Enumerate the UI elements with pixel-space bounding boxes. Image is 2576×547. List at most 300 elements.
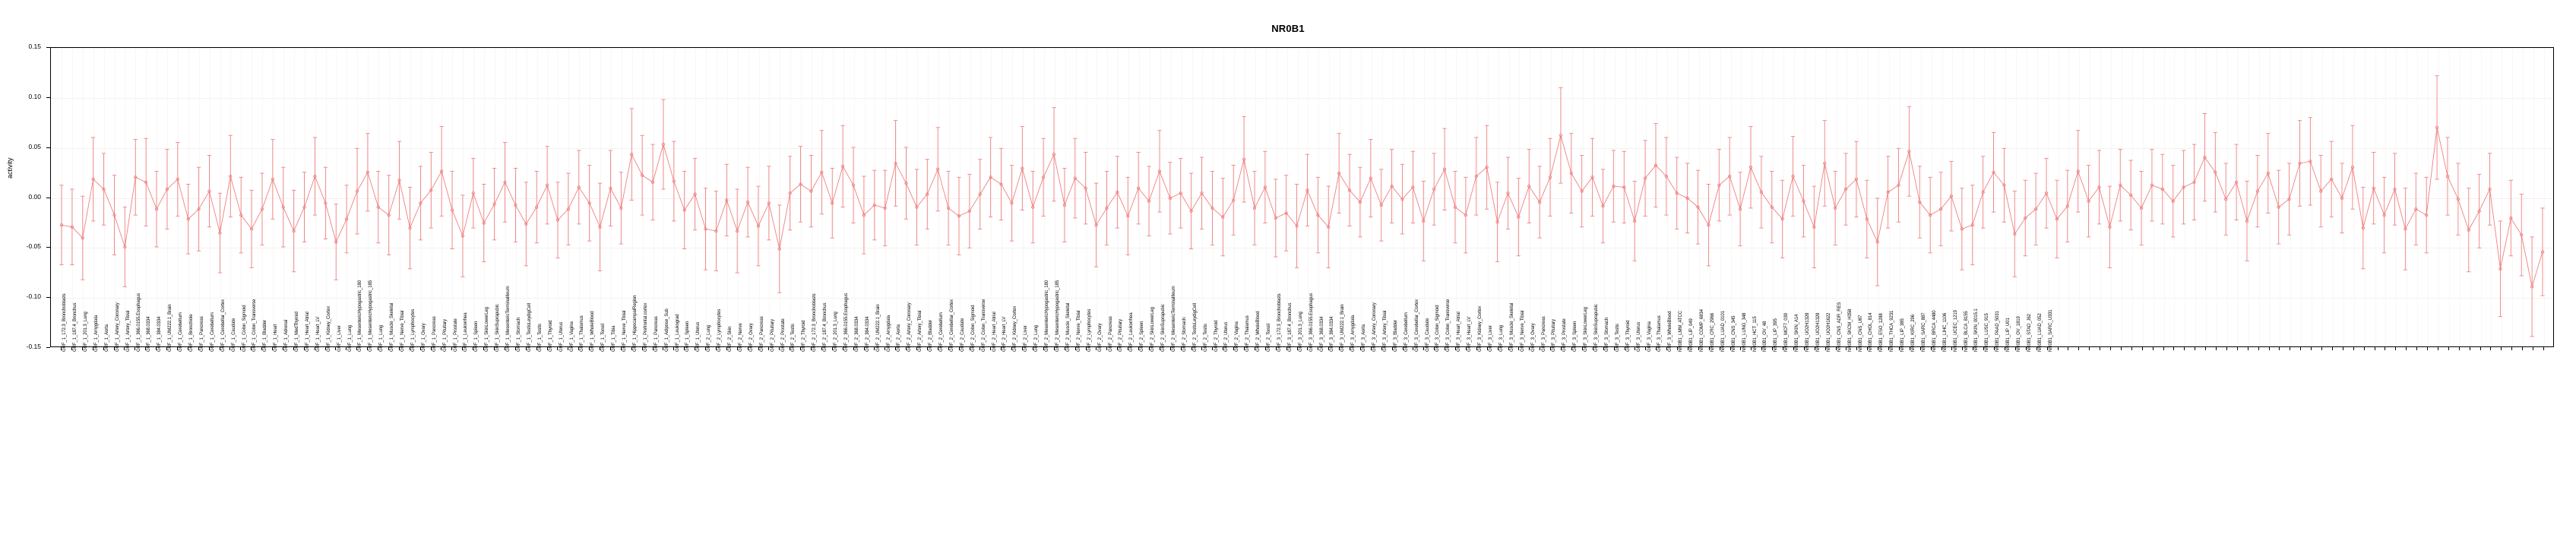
y-tick-label: 0.15 bbox=[28, 43, 41, 50]
x-tick-mark bbox=[864, 347, 865, 350]
x-tick-label: GRF_1_187.4_Bronchus bbox=[73, 302, 78, 352]
x-tick-mark bbox=[2110, 347, 2111, 350]
x-tick-mark bbox=[2142, 347, 2143, 350]
data-point bbox=[915, 169, 919, 245]
data-point bbox=[745, 167, 749, 237]
x-tick-label: NR0B1_UO2H1328 bbox=[1815, 312, 1821, 352]
x-tick-label: NR0B1_SKIN_A14 bbox=[1795, 314, 1800, 352]
data-point bbox=[1938, 172, 1942, 246]
x-tick-mark bbox=[768, 347, 769, 350]
x-tick-mark bbox=[811, 347, 812, 350]
data-point bbox=[2119, 150, 2122, 221]
x-tick-label: GRF_2_Cerebellum bbox=[939, 312, 945, 352]
data-point bbox=[1347, 154, 1351, 226]
data-point bbox=[650, 144, 654, 220]
data-point bbox=[1770, 171, 1774, 242]
x-tick-mark bbox=[1149, 347, 1150, 350]
data-point bbox=[777, 205, 781, 292]
x-tick-label: GRF_2_Nerve bbox=[738, 323, 743, 352]
data-point bbox=[2034, 173, 2038, 245]
x-tick-mark bbox=[177, 347, 178, 350]
x-tick-label: GRF_3_Colon_Transverse bbox=[1446, 299, 1451, 352]
x-tick-label: NR0B1_CHOL_814 bbox=[1869, 312, 1874, 352]
data-point bbox=[809, 155, 813, 226]
x-tick-mark bbox=[821, 347, 822, 350]
x-tick-label: NR0B1_CRC_2966 bbox=[1710, 313, 1715, 352]
x-tick-mark bbox=[1455, 347, 1456, 350]
x-tick-mark bbox=[1846, 347, 1847, 350]
data-point bbox=[714, 191, 718, 271]
x-tick-mark bbox=[156, 347, 157, 350]
x-tick-mark bbox=[737, 347, 738, 350]
x-tick-label: GRF_1_Tibia bbox=[612, 325, 617, 352]
x-tick-label: GRF_1_Heart_Atrial bbox=[305, 311, 310, 352]
x-tick-label: GRF_1_Bladder bbox=[263, 319, 268, 352]
x-tick-mark bbox=[2269, 347, 2270, 350]
x-tick-label: GRF_3_Bladder bbox=[1393, 319, 1398, 352]
x-tick-mark bbox=[2522, 347, 2523, 350]
data-point bbox=[1442, 128, 1446, 210]
x-tick-mark bbox=[1054, 347, 1055, 350]
x-tick-label: GRF_3_Colon_Sigmoid bbox=[1435, 305, 1441, 352]
x-tick-label: GRF_3_Cerebellum bbox=[1404, 312, 1409, 352]
data-point bbox=[535, 171, 539, 242]
x-tick-label: GRF_3_Uterus bbox=[1636, 321, 1641, 352]
data-point bbox=[482, 184, 486, 261]
x-tick-label: NR0B1_LUAD_0101 bbox=[1720, 311, 1726, 352]
x-tick-label: GRF_1_TestisLeydigCell bbox=[527, 303, 532, 352]
x-tick-mark bbox=[2364, 347, 2365, 350]
data-point bbox=[1232, 166, 1236, 236]
x-tick-mark bbox=[1804, 347, 1805, 350]
x-tick-mark bbox=[1518, 347, 1519, 350]
x-tick-label: NR0B1_LIP_U01 bbox=[2006, 318, 2011, 352]
x-tick-label: GRF_1_Adrenal bbox=[284, 319, 290, 352]
data-point bbox=[1200, 157, 1204, 229]
data-point bbox=[1221, 179, 1225, 256]
data-point bbox=[1685, 163, 1689, 233]
data-point bbox=[524, 182, 528, 266]
x-tick-label: NR0B1_SARC_U331 bbox=[2048, 309, 2053, 352]
x-tick-mark bbox=[1899, 347, 1900, 350]
data-point bbox=[345, 185, 349, 253]
data-point bbox=[450, 171, 454, 248]
data-point bbox=[936, 128, 940, 211]
x-tick-mark bbox=[2036, 347, 2037, 350]
y-tick-label: 0.00 bbox=[28, 192, 41, 201]
data-point bbox=[1759, 157, 1763, 228]
x-tick-label: GRF_3_WholeBlood bbox=[1668, 311, 1673, 352]
data-point bbox=[1696, 170, 1700, 244]
x-tick-mark bbox=[2406, 347, 2407, 350]
data-point bbox=[1495, 182, 1499, 262]
data-point bbox=[460, 195, 464, 277]
x-tick-mark bbox=[1487, 347, 1488, 350]
data-point bbox=[1157, 131, 1161, 212]
data-point bbox=[2182, 150, 2185, 224]
data-point bbox=[1010, 166, 1014, 242]
data-point bbox=[641, 135, 644, 215]
data-point bbox=[2160, 154, 2164, 224]
x-tick-mark bbox=[1730, 347, 1731, 350]
data-point bbox=[978, 160, 982, 229]
data-point bbox=[1717, 150, 1721, 221]
x-tick-mark bbox=[726, 347, 727, 350]
x-tick-label: GRF_2_Artery_Tibial bbox=[918, 310, 923, 352]
x-tick-label: GRF_3_Lung bbox=[1498, 324, 1504, 352]
data-point bbox=[492, 169, 496, 240]
data-point bbox=[619, 172, 623, 244]
x-tick-mark bbox=[526, 347, 527, 350]
data-point bbox=[1643, 141, 1647, 217]
data-point bbox=[2319, 155, 2323, 226]
data-point bbox=[609, 150, 612, 226]
x-tick-mark bbox=[589, 347, 590, 350]
x-tick-mark bbox=[240, 347, 241, 350]
data-point bbox=[1116, 157, 1119, 228]
data-point bbox=[134, 140, 138, 216]
x-tick-label: GRF_1_Uterus bbox=[559, 321, 564, 352]
data-point bbox=[1295, 184, 1299, 267]
data-point bbox=[2013, 191, 2017, 277]
x-tick-mark bbox=[2427, 347, 2428, 350]
data-point bbox=[1189, 173, 1193, 249]
data-point bbox=[1929, 177, 1932, 253]
x-tick-label: GRF_2_Pancreas bbox=[1108, 316, 1113, 352]
y-tick-label: -0.15 bbox=[26, 343, 41, 350]
x-tick-label: GRF_3_Testis bbox=[1615, 324, 1620, 352]
x-tick-label: GRF_3_Thyroid bbox=[1625, 320, 1631, 352]
data-point bbox=[725, 164, 729, 236]
data-point bbox=[1422, 182, 1426, 261]
data-point bbox=[2309, 118, 2312, 205]
data-point bbox=[682, 171, 686, 248]
data-point bbox=[197, 167, 201, 251]
data-point bbox=[1369, 140, 1372, 217]
data-point bbox=[281, 167, 285, 247]
x-tick-mark bbox=[2416, 347, 2417, 350]
data-point bbox=[2108, 186, 2112, 267]
data-point bbox=[2192, 144, 2196, 220]
x-tick-label: GRF_2_Liver bbox=[1024, 325, 1029, 352]
data-point bbox=[1316, 177, 1320, 253]
x-tick-label: GRF_1_Artery_Tibial bbox=[125, 310, 131, 352]
data-point bbox=[1748, 126, 1752, 207]
x-tick-label: NR0B1_COMP_6834 bbox=[1700, 309, 1705, 352]
x-tick-label: GRF_1_Pancreas bbox=[653, 316, 659, 352]
x-tick-mark bbox=[2058, 347, 2059, 350]
x-tick-label: GRF_2_Skin bbox=[728, 326, 733, 352]
x-tick-label: GRF_2_Uterus bbox=[1224, 321, 1229, 352]
x-tick-mark bbox=[2163, 347, 2164, 350]
x-tick-label: GRF_2_Muscle_Skeletal bbox=[1065, 302, 1071, 352]
x-tick-label: GRF_3_366.0155.Esophagus bbox=[1309, 293, 1314, 352]
x-tick-label: GRF_1_SkinSuprapubic bbox=[495, 304, 501, 352]
x-tick-label: GRF_1_Nerve_Tibial bbox=[400, 310, 406, 352]
x-tick-mark bbox=[229, 347, 230, 350]
data-point bbox=[249, 190, 253, 267]
x-tick-mark bbox=[2279, 347, 2280, 350]
x-tick-mark bbox=[431, 347, 432, 350]
data-point bbox=[1728, 138, 1732, 215]
x-tick-mark bbox=[832, 347, 833, 350]
x-tick-label: GRF_1_Cerebellum bbox=[210, 312, 215, 352]
data-point bbox=[1105, 171, 1109, 245]
data-point bbox=[2530, 237, 2534, 337]
x-tick-label: GRF_2_Lymphocytes bbox=[717, 308, 723, 352]
data-point bbox=[2087, 166, 2090, 237]
x-tick-mark bbox=[1392, 347, 1393, 350]
x-tick-label: NR0B1_UO2H1622 bbox=[1826, 312, 1831, 352]
x-tick-mark bbox=[673, 347, 674, 350]
x-tick-label: GRF_3_201.3_Lung bbox=[1298, 311, 1303, 352]
data-point bbox=[2467, 188, 2470, 272]
x-tick-label: GRF_2_366.0155.Esophagus bbox=[843, 293, 849, 352]
data-point bbox=[2266, 134, 2270, 213]
data-series bbox=[51, 48, 2553, 346]
data-point bbox=[186, 184, 190, 254]
x-tick-label: GRF_2_Testis bbox=[791, 324, 796, 352]
x-tick-label: NR0B1_LIHC_1106 bbox=[1942, 312, 1948, 352]
x-tick-label: GRF_2_Stomach bbox=[1182, 317, 1187, 352]
x-tick-mark bbox=[716, 347, 717, 350]
data-point bbox=[440, 126, 444, 216]
x-tick-mark bbox=[2543, 347, 2544, 350]
x-tick-mark bbox=[1212, 347, 1213, 350]
x-tick-label: GRF_2_Ovary bbox=[748, 323, 754, 352]
x-tick-label: GRF_1_WholeBlood bbox=[590, 311, 596, 352]
data-point bbox=[154, 171, 158, 247]
plot-panel bbox=[50, 47, 2554, 347]
data-point bbox=[260, 173, 264, 245]
data-point bbox=[112, 175, 116, 255]
x-tick-mark bbox=[1931, 347, 1932, 350]
data-point bbox=[967, 174, 971, 248]
x-tick-mark bbox=[134, 347, 135, 350]
x-tick-label: GRF_3_Kidney_Cortex bbox=[1478, 305, 1483, 352]
x-tick-label: GRF_2_Pituitary bbox=[1119, 319, 1124, 352]
x-tick-label: GRF_2_Kidney_Cortex bbox=[1013, 305, 1018, 352]
x-tick-mark bbox=[304, 347, 305, 350]
data-point bbox=[1875, 198, 1879, 286]
x-tick-label: GRF_2_Bladder bbox=[929, 319, 934, 352]
x-tick-mark bbox=[1096, 347, 1097, 350]
x-tick-label: GRF_1_201.3_Lung bbox=[84, 311, 88, 352]
x-tick-mark bbox=[2184, 347, 2185, 350]
x-tick-label: GRF_1_Spleen bbox=[474, 321, 479, 352]
data-point bbox=[207, 155, 211, 226]
data-point bbox=[2404, 188, 2407, 270]
x-tick-label: NR0B1_UO2H1328 bbox=[1805, 312, 1811, 352]
x-tick-label: GRF_2_MesentericHypogastric_180 bbox=[1045, 280, 1050, 352]
x-tick-mark bbox=[547, 347, 548, 350]
data-point bbox=[271, 140, 274, 220]
x-tick-mark bbox=[1181, 347, 1182, 350]
x-tick-mark bbox=[1286, 347, 1287, 350]
x-tick-label: GRF_2_187.4_Bronchus bbox=[823, 302, 828, 352]
x-tick-label: GRF_2_368.0334 bbox=[854, 316, 859, 352]
data-point bbox=[1464, 177, 1467, 253]
x-tick-label: NR0B1_SKCM_H358 bbox=[1847, 308, 1853, 352]
x-tick-mark bbox=[82, 347, 83, 350]
data-point bbox=[1992, 132, 1995, 212]
x-tick-mark bbox=[1836, 347, 1837, 350]
x-tick-label: NR0B1_THCA_9231 bbox=[1890, 310, 1895, 352]
x-tick-mark bbox=[1888, 347, 1889, 350]
data-point bbox=[59, 185, 63, 265]
x-tick-label: GRF_2_Lung bbox=[707, 324, 712, 352]
x-tick-label: NR0B1_LIP_385 bbox=[1900, 318, 1906, 352]
data-point bbox=[2065, 170, 2069, 242]
x-tick-label: GRF_1_172.3_Bronchoblasts bbox=[62, 293, 68, 352]
data-point bbox=[2214, 132, 2217, 212]
data-point bbox=[1538, 166, 1542, 238]
data-point bbox=[555, 182, 559, 258]
data-point bbox=[1506, 157, 1510, 229]
x-tick-mark bbox=[1666, 347, 1667, 350]
x-tick-mark bbox=[1476, 347, 1477, 350]
x-tick-label: GRF_2_Colon_Transverse bbox=[981, 299, 986, 352]
x-tick-mark bbox=[2321, 347, 2322, 350]
x-tick-mark bbox=[346, 347, 347, 350]
data-point bbox=[70, 189, 74, 265]
data-point bbox=[2024, 180, 2027, 256]
y-tick-label: 0.05 bbox=[28, 142, 41, 150]
data-point bbox=[1907, 106, 1911, 196]
data-point bbox=[2488, 153, 2492, 225]
data-point bbox=[1137, 153, 1141, 224]
x-tick-label: GRF_2_Pituitary bbox=[770, 319, 775, 352]
x-tick-label: GRF_3_172.3_Bronchoblasts bbox=[1277, 293, 1282, 352]
x-tick-mark bbox=[705, 347, 706, 350]
x-tick-label: GRF_1_Thalamus bbox=[580, 315, 585, 352]
x-tick-mark bbox=[2237, 347, 2238, 350]
x-tick-label: GRF_1_Kidney_Cortex bbox=[326, 305, 331, 352]
data-point bbox=[1358, 167, 1362, 237]
data-point bbox=[862, 176, 866, 254]
x-tick-label: GRF_1_Ovary bbox=[421, 323, 426, 352]
x-tick-mark bbox=[1825, 347, 1826, 350]
x-tick-mark bbox=[1529, 347, 1530, 350]
x-tick-label: NR0B1_LIP_395 bbox=[1774, 318, 1779, 352]
data-point bbox=[2393, 153, 2397, 225]
data-point bbox=[1802, 166, 1805, 237]
x-tick-mark bbox=[1582, 347, 1583, 350]
x-tick-label: GRF_2_Vagina bbox=[1235, 321, 1240, 352]
x-tick-mark bbox=[1371, 347, 1372, 350]
x-tick-mark bbox=[2121, 347, 2122, 350]
x-tick-label: GRF_1_384.0334 bbox=[157, 316, 163, 352]
data-point bbox=[1379, 169, 1383, 241]
x-tick-label: GRF_1_368.0334 bbox=[147, 316, 152, 352]
x-tick-label: NR0B1_MCF7_039 bbox=[1784, 313, 1790, 352]
data-point bbox=[1073, 138, 1077, 218]
data-point bbox=[841, 125, 845, 207]
data-point bbox=[736, 189, 739, 273]
data-point bbox=[630, 109, 634, 201]
x-tick-mark bbox=[1793, 347, 1794, 350]
x-tick-mark bbox=[979, 347, 980, 350]
x-tick-mark bbox=[874, 347, 875, 350]
x-tick-label: GRF_2_Heart_LV bbox=[1002, 316, 1008, 352]
data-point bbox=[123, 207, 127, 287]
data-point bbox=[1622, 151, 1626, 223]
data-point bbox=[957, 177, 960, 255]
x-tick-mark bbox=[1265, 347, 1266, 350]
x-tick-mark bbox=[557, 347, 558, 350]
x-tick-mark bbox=[2226, 347, 2227, 350]
x-tick-mark bbox=[906, 347, 907, 350]
data-point bbox=[2350, 125, 2354, 209]
x-tick-mark bbox=[1307, 347, 1308, 350]
data-point bbox=[820, 131, 824, 214]
data-point bbox=[2445, 138, 2449, 215]
x-tick-label: GRF_1_Cerebellar_Cortex bbox=[220, 299, 226, 352]
x-tick-mark bbox=[2300, 347, 2301, 350]
y-tick-label: 0.10 bbox=[28, 92, 41, 100]
data-point bbox=[1432, 153, 1436, 225]
data-point bbox=[2129, 160, 2133, 230]
x-tick-label: GRF_3_Thalamus bbox=[1657, 315, 1663, 352]
data-point bbox=[1485, 125, 1489, 209]
data-point bbox=[2298, 121, 2302, 207]
data-point bbox=[1126, 177, 1130, 255]
x-tick-mark bbox=[2216, 347, 2217, 350]
x-tick-mark bbox=[1920, 347, 1921, 350]
x-tick-label: NR0B1_LUNG_348 bbox=[1742, 312, 1747, 352]
x-tick-label: NR0B1_OV_1819 bbox=[2017, 316, 2022, 352]
data-point bbox=[587, 166, 591, 242]
x-tick-label: GRF_3_368.0334 bbox=[1319, 316, 1324, 352]
x-tick-label: GRF_1_Testis bbox=[537, 324, 543, 352]
x-tick-label: GRF_1_MesentericHypogastric_185 bbox=[369, 280, 374, 352]
x-tick-mark bbox=[1191, 347, 1192, 350]
data-point bbox=[661, 100, 665, 189]
x-tick-label: GRF_1_UM222.1_Brain bbox=[168, 304, 173, 352]
x-tick-mark bbox=[1698, 347, 1699, 350]
x-tick-label: GRF_2_201.3_Lung bbox=[834, 311, 839, 352]
data-point bbox=[2509, 180, 2513, 256]
data-point bbox=[946, 171, 950, 245]
x-tick-mark bbox=[1856, 347, 1857, 350]
x-tick-label: GRF_2_Caudate bbox=[960, 318, 965, 352]
data-point bbox=[1897, 148, 1900, 222]
x-tick-mark bbox=[927, 347, 928, 350]
data-point bbox=[1327, 186, 1331, 267]
x-tick-label: GRF_2_Tonsil bbox=[1267, 324, 1272, 352]
x-tick-label: GRF_1_MedThyroid bbox=[295, 311, 300, 352]
x-tick-mark bbox=[2480, 347, 2481, 350]
x-tick-label: GRF_2_SkinSuprapubic bbox=[1161, 304, 1166, 352]
x-tick-mark bbox=[209, 347, 210, 350]
x-tick-label: GRF_1_Nerve_Tibial bbox=[622, 310, 627, 352]
x-tick-mark bbox=[1022, 347, 1023, 350]
x-tick-label: GRF_2_WholeBlood bbox=[1256, 311, 1261, 352]
x-tick-mark bbox=[1603, 347, 1604, 350]
x-tick-mark bbox=[621, 347, 622, 350]
x-tick-mark bbox=[71, 347, 72, 350]
x-tick-mark bbox=[1677, 347, 1678, 350]
x-tick-mark bbox=[1075, 347, 1076, 350]
data-point bbox=[1474, 138, 1478, 215]
x-tick-mark bbox=[1170, 347, 1171, 350]
data-point bbox=[1633, 182, 1637, 261]
series-line bbox=[62, 128, 2543, 287]
x-tick-mark bbox=[2490, 347, 2491, 350]
x-tick-mark bbox=[420, 347, 421, 350]
x-tick-mark bbox=[451, 347, 452, 350]
x-tick-label: NR0B1_LUSC_915 bbox=[1985, 313, 1990, 352]
